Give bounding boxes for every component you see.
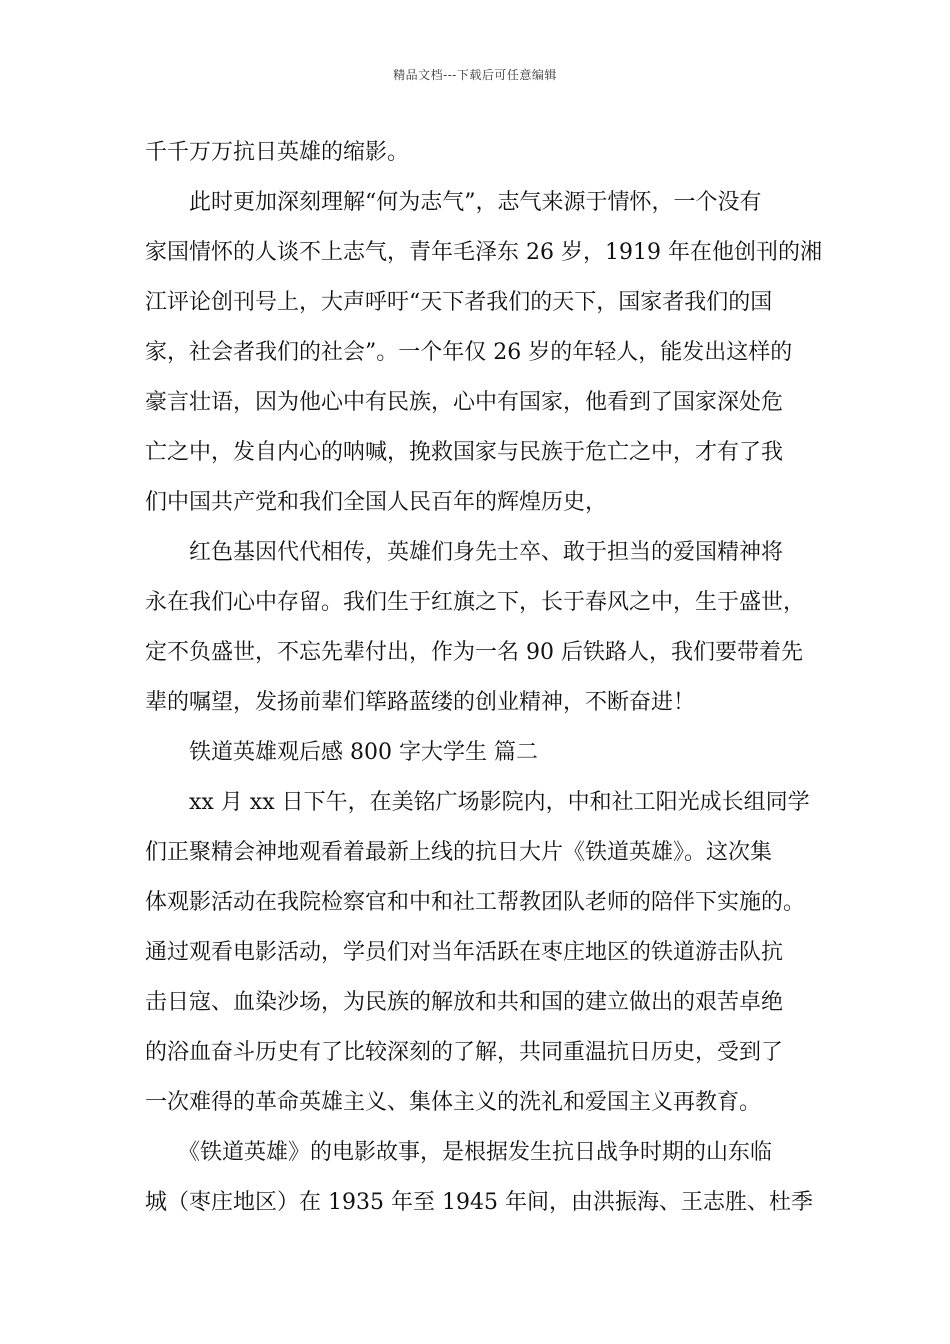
text-line: 亡之中，发自内心的呐喊，挽救国家与民族于危亡之中，才有了我 (145, 440, 784, 465)
text-line: 辈的嘱望，发扬前辈们筚路蓝缕的创业精神，不断奋进！ (145, 690, 696, 715)
text-line: 们中国共产党和我们全国人民百年的辉煌历史， (145, 490, 608, 515)
text-line: 红色基因代代相传，英雄们身先士卒、敢于担当的爱国精神将 (145, 540, 784, 565)
text-line: 家国情怀的人谈不上志气，青年毛泽东 26 岁，1919 年在他创刊的湘 (145, 240, 822, 265)
text-line: 击日寇、血染沙场，为民族的解放和共和国的建立做出的艰苦卓绝 (145, 990, 784, 1015)
text-line: 此时更加深刻理解“何为志气”，志气来源于情怀，一个没有 (145, 190, 762, 215)
text-line: 们正聚精会神地观看着最新上线的抗日大片《铁道英雄》。这次集 (145, 840, 773, 865)
document-body (145, 128, 825, 1228)
text-line: 通过观看电影活动，学员们对当年活跃在枣庄地区的铁道游击队抗 (145, 940, 784, 965)
text-line: 千千万万抗日英雄的缩影。 (145, 140, 410, 165)
text-line: 家，社会者我们的社会”。一个年仅 26 岁的年轻人，能发出这样的 (145, 340, 793, 365)
text-line: 永在我们心中存留。我们生于红旗之下，长于春风之中，生于盛世， (145, 590, 806, 615)
text-line: 的浴血奋斗历史有了比较深刻的了解，共同重温抗日历史，受到了 (145, 1040, 784, 1065)
page-header: 精品文档---下载后可任意编辑 (393, 68, 557, 82)
text-line: 《铁道英雄》的电影故事，是根据发生抗日战争时期的山东临 (145, 1140, 773, 1165)
text-line: 城（枣庄地区）在 1935 年至 1945 年间，由洪振海、王志胜、杜季 (145, 1190, 813, 1215)
section-heading: 铁道英雄观后感 800 字大学生 篇二 (145, 740, 538, 765)
text-line: 一次难得的革命英雄主义、集体主义的洗礼和爱国主义再教育。 (145, 1090, 762, 1115)
text-line: 江评论创刊号上，大声呼吁“天下者我们的天下，国家者我们的国 (145, 290, 773, 315)
text-line: 体观影活动在我院检察官和中和社工帮教团队老师的陪伴下实施的。 (145, 890, 806, 915)
text-line: 豪言壮语，因为他心中有民族，心中有国家，他看到了国家深处危 (145, 390, 784, 415)
text-line: xx 月 xx 日下午，在美铭广场影院内，中和社工阳光成长组同学 (145, 790, 810, 815)
text-line: 定不负盛世，不忘先辈付出，作为一名 90 后铁路人，我们要带着先 (145, 640, 803, 665)
